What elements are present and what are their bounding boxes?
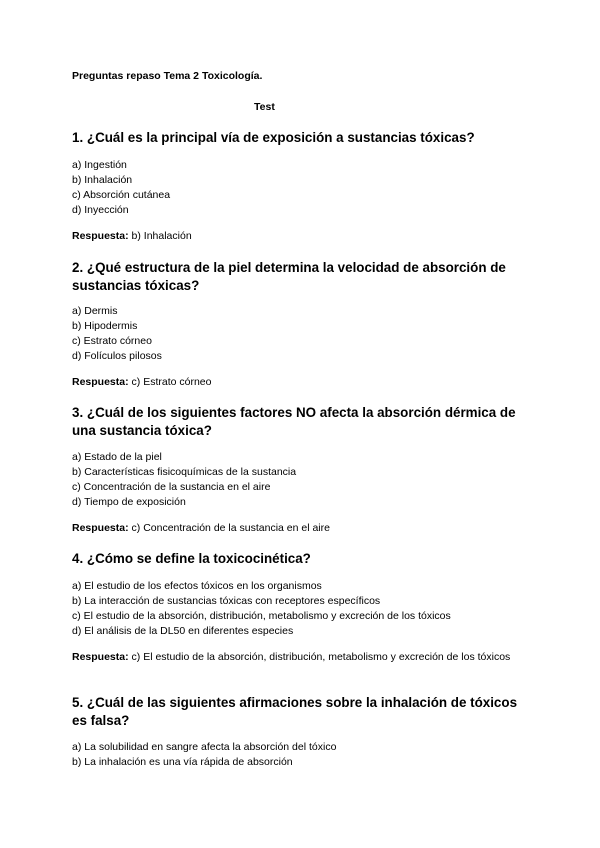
question-2-option-c: c) Estrato córneo <box>72 335 152 347</box>
answer-text: b) Inhalación <box>131 230 192 242</box>
document-subtitle: Test <box>254 101 275 113</box>
question-1-option-d: d) Inyección <box>72 204 129 216</box>
question-1: 1. ¿Cuál es la principal vía de exposición a sustancias tóxicas? <box>72 130 475 145</box>
answer-label: Respuesta: <box>72 230 129 242</box>
question-3: 3. ¿Cuál de los siguientes factores NO afecta la absorción dérmica de una sustancia tóxica? <box>72 405 516 438</box>
question-3-option-a: a) Estado de la piel <box>72 451 162 463</box>
question-4-option-c: c) El estudio de la absorción, distribución, metabolismo y excreción de los tóxicos <box>72 610 451 622</box>
question-2-answer <box>72 375 532 390</box>
answer-label: Respuesta: <box>72 376 129 388</box>
answer-text: c) Concentración de la sustancia en el aire <box>131 522 330 534</box>
question-1-option-a: a) Ingestión <box>72 159 127 171</box>
question-2-option-b: b) Hipodermis <box>72 320 138 332</box>
question-3-option-d: d) Tiempo de exposición <box>72 496 186 508</box>
question-5-option-a: a) La solubilidad en sangre afecta la absorción del tóxico <box>72 741 337 753</box>
question-2: 2. ¿Qué estructura de la piel determina la velocidad de absorción de sustancias tóxicas? <box>72 260 506 293</box>
question-3-option-c: c) Concentración de la sustancia en el aire <box>72 481 271 493</box>
question-3-answer <box>72 521 532 536</box>
question-2-option-d: d) Folículos pilosos <box>72 350 162 362</box>
question-4-option-b: b) La interacción de sustancias tóxicas con receptores específicos <box>72 595 381 607</box>
answer-text: c) El estudio de la absorción, distribución, metabolismo y excreción de los tóxicos <box>131 651 511 663</box>
question-1-option-c: c) Absorción cutánea <box>72 189 171 201</box>
question-5: 5. ¿Cuál de las siguientes afirmaciones sobre la inhalación de tóxicos es falsa? <box>72 695 518 728</box>
answer-label: Respuesta: <box>72 522 129 534</box>
question-4-option-d: d) El análisis de la DL50 en diferentes especies <box>72 625 294 637</box>
answer-label: Respuesta: <box>72 651 129 663</box>
question-3-option-b: b) Características fisicoquímicas de la sustancia <box>72 466 297 478</box>
question-4: 4. ¿Cómo se define la toxicocinética? <box>72 551 311 566</box>
question-1-answer <box>72 229 532 244</box>
question-5-option-b: b) La inhalación es una vía rápida de absorción <box>72 756 293 768</box>
question-4-answer <box>72 650 532 665</box>
question-1-option-b: b) Inhalación <box>72 174 133 186</box>
question-2-option-a: a) Dermis <box>72 305 118 317</box>
answer-text: c) Estrato córneo <box>131 376 212 388</box>
document-title: Preguntas repaso Tema 2 Toxicología. <box>72 70 263 82</box>
question-4-option-a: a) El estudio de los efectos tóxicos en los organismos <box>72 580 322 592</box>
